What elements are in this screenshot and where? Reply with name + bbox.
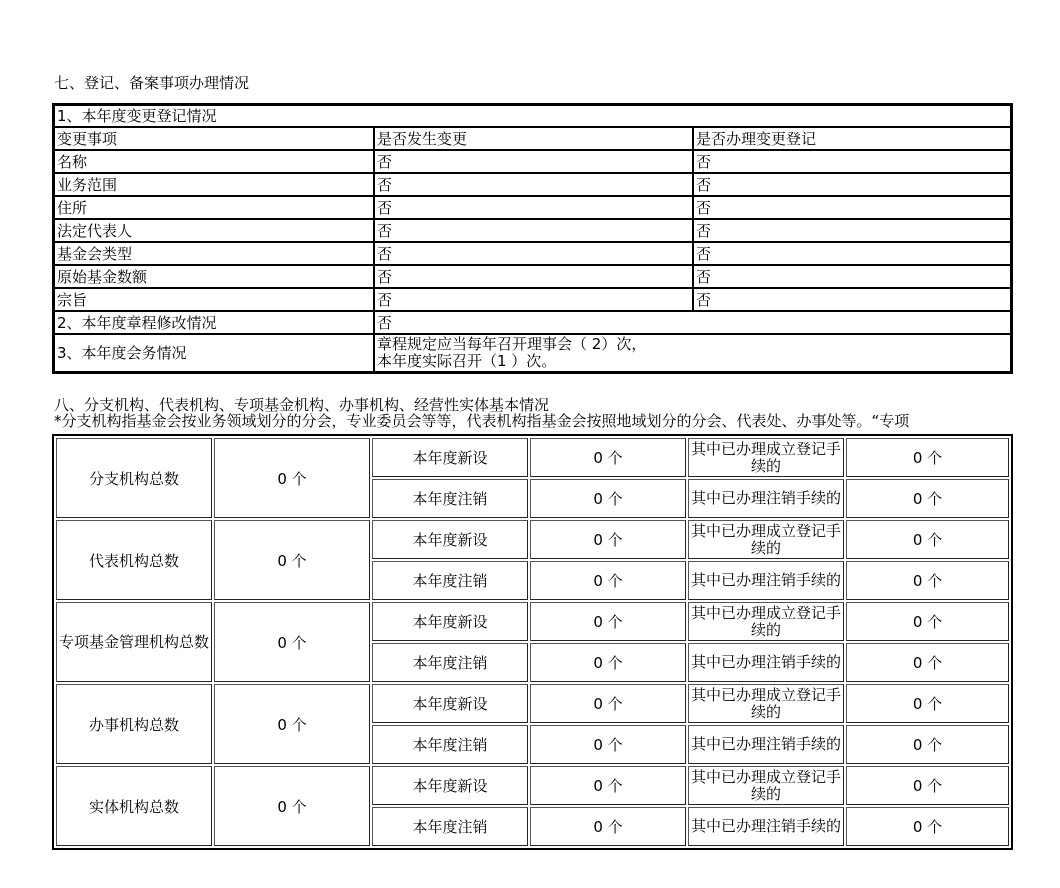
- col-header-changed: 是否发生变更: [374, 127, 693, 150]
- row-registered: 否: [693, 242, 1011, 265]
- charter-label: 2、本年度章程修改情况: [54, 311, 374, 334]
- row-item: 名称: [54, 150, 374, 173]
- cancel-value: 0 个: [530, 807, 686, 846]
- new-reg-label: 其中已办理成立登记手续的: [688, 766, 844, 805]
- cancel-reg-value: 0 个: [846, 725, 1009, 764]
- cancel-reg-label: 其中已办理注销手续的: [688, 561, 844, 600]
- change-registration-table: [52, 103, 1013, 374]
- new-reg-value: 0 个: [846, 684, 1009, 723]
- cancel-value: 0 个: [530, 725, 686, 764]
- cancel-value: 0 个: [530, 479, 686, 518]
- row-item: 原始基金数额: [54, 265, 374, 288]
- group-row-new: [56, 438, 1009, 477]
- charter-value: 否: [374, 311, 1011, 334]
- row-changed: 否: [374, 219, 693, 242]
- section8-note: *分支机构指基金会按业务领域划分的分会，专业委员会等等，代表机构指基金会按照地域划分的分会、代表处、办事处等。“专项: [54, 412, 910, 430]
- group-total: 0 个: [214, 438, 370, 518]
- cancel-label: 本年度注销: [372, 807, 528, 846]
- meetings-value: [374, 334, 1011, 372]
- new-reg-label: 其中已办理成立登记手续的: [688, 438, 844, 477]
- row-item: 业务范围: [54, 173, 374, 196]
- col-header-registered: 是否办理变更登记: [693, 127, 1011, 150]
- row-changed: 否: [374, 173, 693, 196]
- row-item: 法定代表人: [54, 219, 374, 242]
- row-registered: 否: [693, 219, 1011, 242]
- group-row-new: [56, 520, 1009, 559]
- group-row-new: [56, 602, 1009, 641]
- meetings-line1: 章程规定应当每年召开理事会（ 2）次，: [377, 335, 647, 353]
- row-item: 宗旨: [54, 288, 374, 311]
- cancel-label: 本年度注销: [372, 643, 528, 682]
- sub1-title: 1、本年度变更登记情况: [54, 105, 1011, 127]
- table-row: [54, 150, 1011, 173]
- new-reg-value: 0 个: [846, 520, 1009, 559]
- group-name: 实体机构总数: [56, 766, 212, 846]
- row-item: 基金会类型: [54, 242, 374, 265]
- new-value: 0 个: [530, 766, 686, 805]
- cancel-reg-value: 0 个: [846, 807, 1009, 846]
- group-row-new: [56, 766, 1009, 805]
- row-changed: 否: [374, 196, 693, 219]
- row-registered: 否: [693, 265, 1011, 288]
- new-value: 0 个: [530, 520, 686, 559]
- meetings-line2: 本年度实际召开（1 ）次。: [377, 352, 557, 370]
- new-label: 本年度新设: [372, 684, 528, 723]
- cancel-reg-label: 其中已办理注销手续的: [688, 643, 844, 682]
- cancel-reg-label: 其中已办理注销手续的: [688, 479, 844, 518]
- row-registered: 否: [693, 173, 1011, 196]
- table-row: [54, 288, 1011, 311]
- cancel-reg-label: 其中已办理注销手续的: [688, 725, 844, 764]
- table-row: [54, 173, 1011, 196]
- new-reg-label: 其中已办理成立登记手续的: [688, 520, 844, 559]
- group-name: 专项基金管理机构总数: [56, 602, 212, 682]
- new-label: 本年度新设: [372, 766, 528, 805]
- table-row: [54, 242, 1011, 265]
- table-header-row: [54, 127, 1011, 150]
- group-row-new: [56, 684, 1009, 723]
- new-value: 0 个: [530, 438, 686, 477]
- row-registered: 否: [693, 288, 1011, 311]
- row-changed: 否: [374, 150, 693, 173]
- group-total: 0 个: [214, 602, 370, 682]
- section8-heading: 八、分支机构、代表机构、专项基金机构、办事机构、经营性实体基本情况: [54, 396, 550, 414]
- new-reg-value: 0 个: [846, 438, 1009, 477]
- meetings-row: [54, 334, 1011, 372]
- cancel-value: 0 个: [530, 561, 686, 600]
- new-reg-label: 其中已办理成立登记手续的: [688, 602, 844, 641]
- new-reg-label: 其中已办理成立登记手续的: [688, 684, 844, 723]
- row-changed: 否: [374, 265, 693, 288]
- group-name: 办事机构总数: [56, 684, 212, 764]
- meetings-label: 3、本年度会务情况: [54, 334, 374, 372]
- col-header-item: 变更事项: [54, 127, 374, 150]
- group-total: 0 个: [214, 684, 370, 764]
- cancel-reg-value: 0 个: [846, 561, 1009, 600]
- row-registered: 否: [693, 150, 1011, 173]
- section7-heading: 七、登记、备案事项办理情况: [54, 74, 250, 92]
- cancel-label: 本年度注销: [372, 479, 528, 518]
- charter-row: [54, 311, 1011, 334]
- branch-institutions-table: [52, 434, 1013, 850]
- table-row: [54, 196, 1011, 219]
- cancel-reg-value: 0 个: [846, 643, 1009, 682]
- cancel-reg-label: 其中已办理注销手续的: [688, 807, 844, 846]
- group-name: 分支机构总数: [56, 438, 212, 518]
- new-reg-value: 0 个: [846, 766, 1009, 805]
- new-value: 0 个: [530, 684, 686, 723]
- group-name: 代表机构总数: [56, 520, 212, 600]
- row-changed: 否: [374, 288, 693, 311]
- new-value: 0 个: [530, 602, 686, 641]
- row-changed: 否: [374, 242, 693, 265]
- row-item: 住所: [54, 196, 374, 219]
- row-registered: 否: [693, 196, 1011, 219]
- table-row: [54, 219, 1011, 242]
- new-label: 本年度新设: [372, 520, 528, 559]
- group-total: 0 个: [214, 766, 370, 846]
- cancel-label: 本年度注销: [372, 725, 528, 764]
- cancel-value: 0 个: [530, 643, 686, 682]
- new-label: 本年度新设: [372, 602, 528, 641]
- cancel-reg-value: 0 个: [846, 479, 1009, 518]
- cancel-label: 本年度注销: [372, 561, 528, 600]
- new-label: 本年度新设: [372, 438, 528, 477]
- new-reg-value: 0 个: [846, 602, 1009, 641]
- table-row: [54, 265, 1011, 288]
- group-total: 0 个: [214, 520, 370, 600]
